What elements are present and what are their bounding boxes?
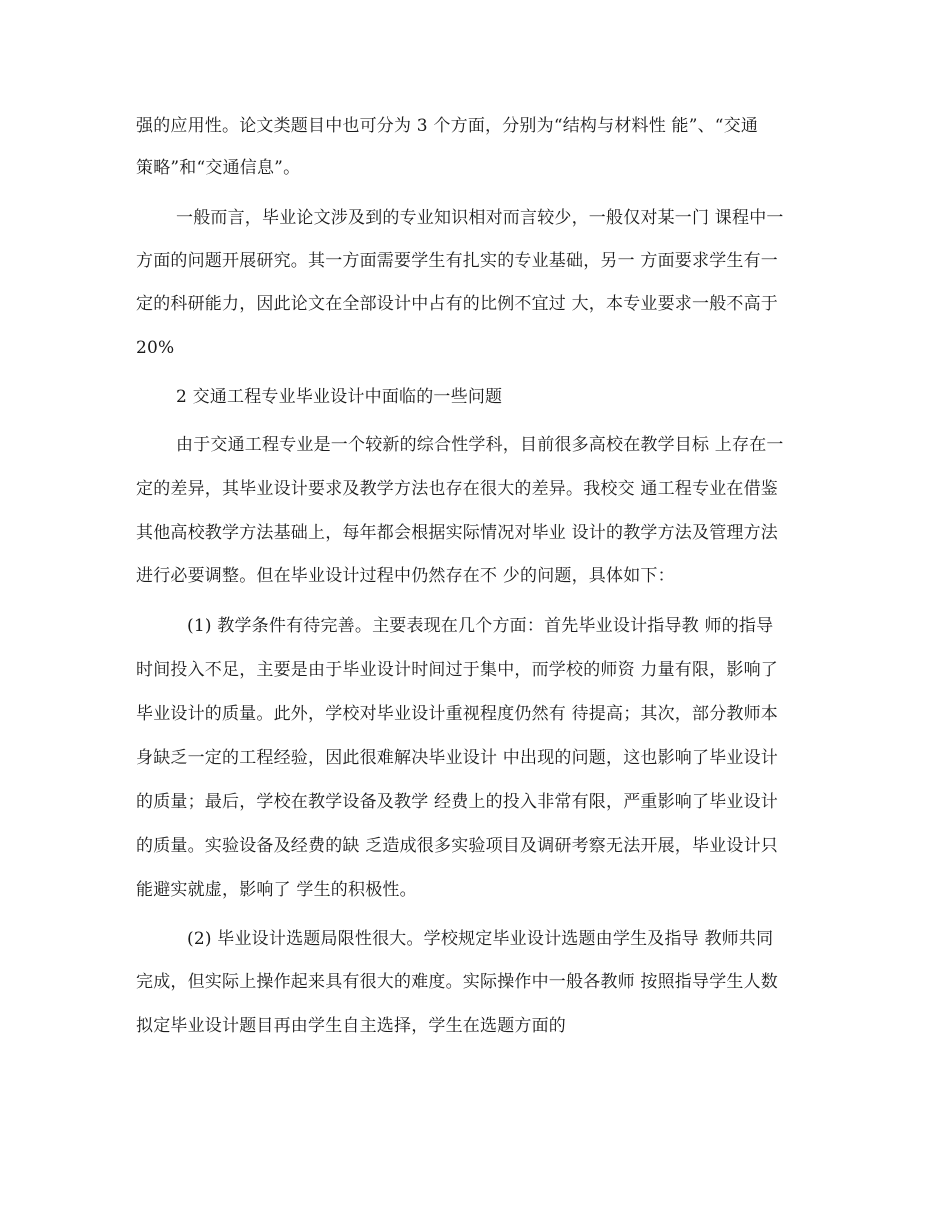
text-line: 定的科研能力，因此论文在全部设计中占有的比例不宜过 大，本专业要求一般不高于 [136,294,779,314]
text-line: 一般而言，毕业论文涉及到的专业知识相对而言较少，一般仅对某一门 课程中一 [176,208,784,228]
section-heading: 2 交通工程专业毕业设计中面临的一些问题 [176,387,503,407]
text-line: (1) 教学条件有待完善。主要表现在几个方面：首先毕业设计指导教 师的指导 [187,616,774,636]
text-line: 20% [136,338,175,358]
text-line: 拟定毕业设计题目再由学生自主选择，学生在选题方面的 [136,1016,566,1036]
text-line: 其他高校教学方法基础上，每年都会根据实际情况对毕业 设计的教学方法及管理方法 [136,523,779,543]
text-line: 时间投入不足，主要是由于毕业设计时间过于集中，而学校的师资 力量有限，影响了 [136,660,779,680]
text-line: 强的应用性。论文类题目中也可分为 3 个方面，分别为“结构与材料性 能”、“交通 [136,116,759,136]
text-line: 策略”和“交通信息”。 [136,158,301,178]
text-line: 完成，但实际上操作起来具有很大的难度。实际操作中一般各教师 按照指导学生人数 [136,972,779,992]
text-line: 进行必要调整。但在毕业设计过程中仍然存在不 少的问题，具体如下： [136,566,675,586]
text-line: (2) 毕业设计选题局限性很大。学校规定毕业设计选题由学生及指导 教师共同 [187,929,774,949]
text-line: 的质量。实验设备及经费的缺 乏造成很多实验项目及调研考察无法开展，毕业设计只 [136,836,779,856]
text-line: 毕业设计的质量。此外，学校对毕业设计重视程度仍然有 待提高；其次，部分教师本 [136,704,779,724]
text-line: 能避实就虚，影响了 学生的积极性。 [136,880,417,900]
text-line: 定的差异，其毕业设计要求及教学方法也存在很大的差异。我校交 通工程专业在借鉴 [136,479,779,499]
text-line: 方面的问题开展研究。其一方面需要学生有扎实的专业基础，另一 方面要求学生有一 [136,251,779,271]
text-line: 由于交通工程专业是一个较新的综合性学科，目前很多高校在教学目标 上存在一 [176,435,784,455]
text-line: 身缺乏一定的工程经验，因此很难解决毕业设计 中出现的问题，这也影响了毕业设计 [136,748,779,768]
text-line: 的质量；最后，学校在教学设备及教学 经费上的投入非常有限，严重影响了毕业设计 [136,792,779,812]
